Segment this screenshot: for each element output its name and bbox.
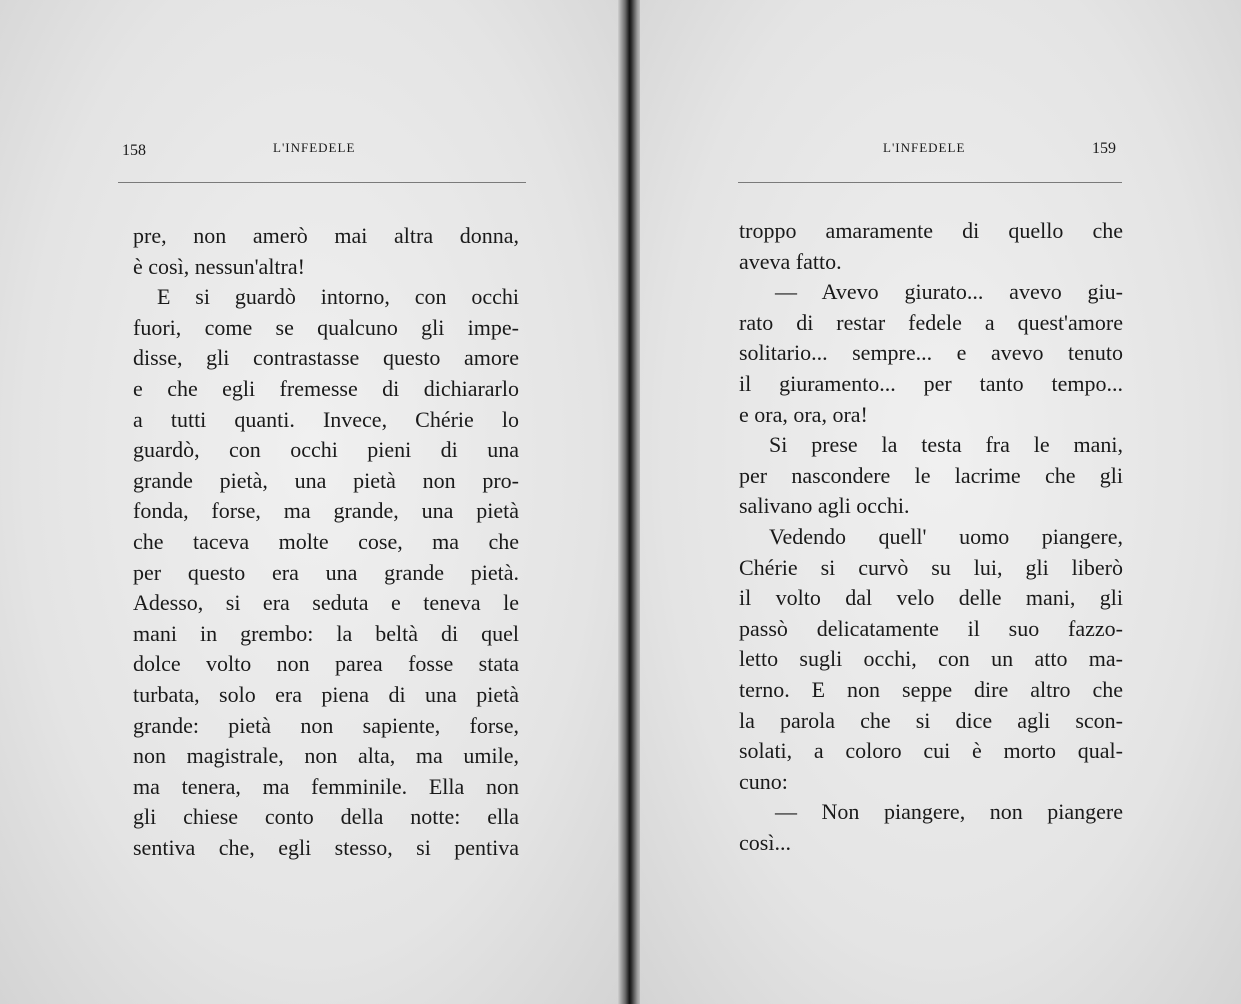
text-line: troppo amaramente di quello che <box>739 218 1123 243</box>
right-body-text <box>739 216 1123 858</box>
left-body-text <box>133 221 519 863</box>
text-line: ma tenera, ma femminile. Ella non <box>133 773 519 799</box>
right-page <box>640 0 1241 1004</box>
text-line: pre, non amerò mai altra donna, <box>133 223 519 248</box>
left-header-rule <box>118 182 526 183</box>
text-line: passò delicatamente il suo fazzo- <box>739 615 1123 641</box>
text-line: grande: pietà non sapiente, forse, <box>133 712 519 738</box>
text-line: terno. E non seppe dire altro che <box>739 676 1123 702</box>
right-header-rule <box>738 182 1122 183</box>
text-line: è così, nessun'altra! <box>133 253 305 279</box>
text-line: Adesso, si era seduta e teneva le <box>133 590 519 616</box>
text-line: E si guardò intorno, con occhi <box>157 284 519 310</box>
text-line: fonda, forse, ma grande, una pietà <box>133 498 519 524</box>
text-line: letto sugli occhi, con un atto ma- <box>739 646 1123 672</box>
text-line: così... <box>739 829 791 855</box>
left-running-head: L'INFEDELE <box>273 140 356 155</box>
text-line: Si prese la testa fra le mani, <box>769 432 1123 458</box>
text-line: gli chiese conto della notte: ella <box>133 804 519 830</box>
text-line: e ora, ora, ora! <box>739 401 868 427</box>
text-line: a tutti quanti. Invece, Chérie lo <box>133 406 519 432</box>
text-line: grande pietà, una pietà non pro- <box>133 467 519 493</box>
text-line: solati, a coloro cui è morto qual- <box>739 738 1123 764</box>
text-line: la parola che si dice agli scon- <box>739 707 1123 733</box>
text-line: aveva fatto. <box>739 248 842 274</box>
text-line: sentiva che, egli stesso, si pentiva <box>133 834 519 860</box>
text-line: non magistrale, non alta, ma umile, <box>133 743 519 769</box>
text-line: — Non piangere, non piangere <box>775 799 1123 825</box>
text-line: il volto dal velo delle mani, gli <box>739 585 1123 611</box>
right-running-head: L'INFEDELE <box>883 140 966 155</box>
right-page-number: 159 <box>1092 140 1116 157</box>
text-line: disse, gli contrastasse questo amore <box>133 345 519 371</box>
book-gutter <box>618 0 642 1004</box>
text-line: guardò, con occhi pieni di una <box>133 437 519 463</box>
text-line: dolce volto non parea fosse stata <box>133 651 519 677</box>
text-line: mani in grembo: la beltà di quel <box>133 620 519 646</box>
text-line: fuori, come se qualcuno gli impe- <box>133 314 519 340</box>
text-line: solitario... sempre... e avevo tenuto <box>739 340 1123 366</box>
text-line: cuno: <box>739 768 788 794</box>
left-page-number: 158 <box>122 142 146 159</box>
text-line: e che egli fremesse di dichiararlo <box>133 375 519 401</box>
text-line: Vedendo quell' uomo piangere, <box>769 523 1123 549</box>
text-line: per nascondere le lacrime che gli <box>739 462 1123 488</box>
text-line: salivano agli occhi. <box>739 493 910 519</box>
text-line: — Avevo giurato... avevo giu- <box>775 279 1123 305</box>
text-line: il giuramento... per tanto tempo... <box>739 370 1123 396</box>
text-line: rato di restar fedele a quest'amore <box>739 309 1123 335</box>
text-line: che taceva molte cose, ma che <box>133 528 519 554</box>
text-line: Chérie si curvò su lui, gli liberò <box>739 554 1123 580</box>
text-line: per questo era una grande pietà. <box>133 559 519 585</box>
text-line: turbata, solo era piena di una pietà <box>133 681 519 707</box>
